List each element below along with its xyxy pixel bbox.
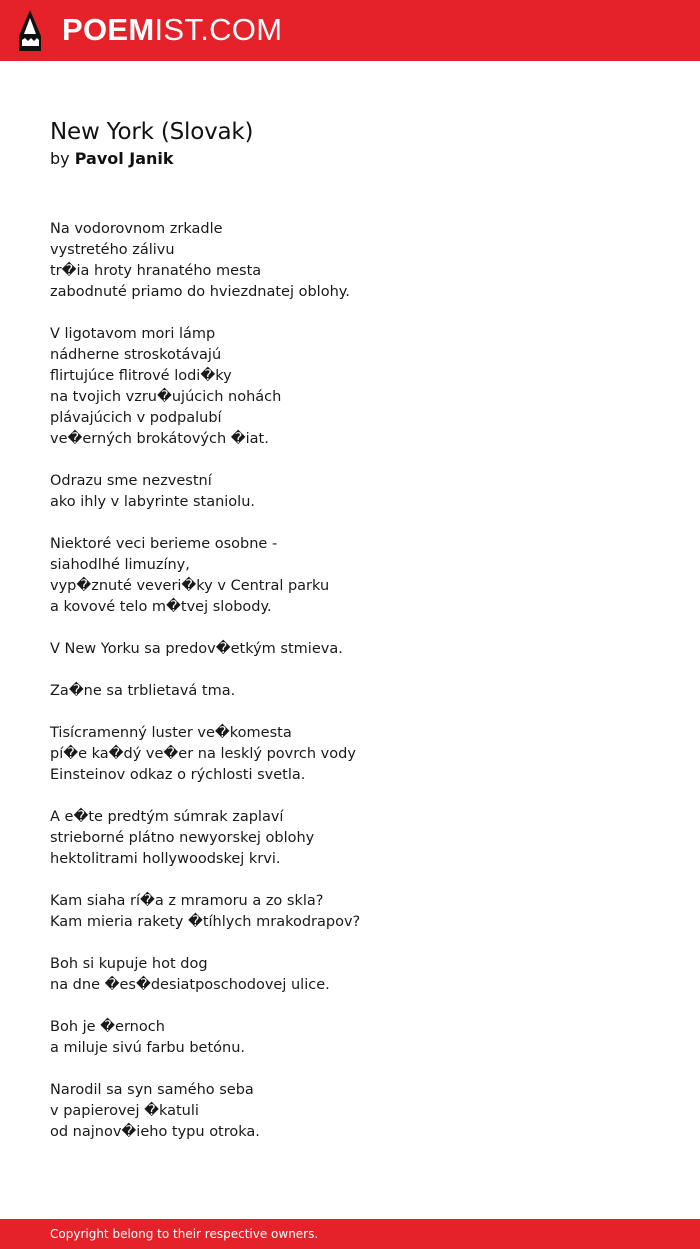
poem-line: na tvojich vzru�ujúcich nohách (50, 389, 282, 405)
poem-line: Einsteinov odkaz o rýchlosti svetla. (50, 767, 306, 783)
poem-header (50, 117, 650, 170)
copyright-text: Copyright belong to their respective owners. (50, 1227, 319, 1241)
poem-line: Kam mieria rakety �tíhlych mrakodrapov? (50, 914, 361, 930)
site-header (0, 0, 700, 61)
poem-stanza (50, 1080, 650, 1143)
poem-line: Narodil sa syn samého seba (50, 1082, 254, 1098)
poem-line: plávajúcich v podpalubí (50, 410, 222, 426)
site-logo-text[interactable] (62, 12, 282, 48)
pencil-logo-icon[interactable] (17, 10, 43, 51)
poem-stanza (50, 219, 650, 303)
poem-line: vystretého zálivu (50, 242, 175, 258)
poem-line: Odrazu sme nezvestní (50, 473, 212, 489)
poem-line: Boh je �ernoch (50, 1019, 165, 1035)
poem-stanza (50, 471, 650, 513)
poem-line: V New Yorku sa predov�etkým stmieva. (50, 641, 343, 657)
poem-line: Kam siaha rí�a z mramoru a zo skla? (50, 893, 324, 909)
poem-stanza (50, 723, 650, 786)
poem-line: Za�ne sa trblietavá tma. (50, 683, 236, 699)
poem-stanza (50, 639, 650, 660)
poem-line: Niektoré veci berieme osobne - (50, 536, 278, 552)
poem-line: v papierovej �katuli (50, 1103, 199, 1119)
poem-title: New York (Slovak) (50, 119, 254, 145)
by-label: by (50, 149, 70, 168)
poem-line: V ligotavom mori lámp (50, 326, 216, 342)
poem-line: siahodlhé limuzíny, (50, 557, 190, 573)
poem-line: a kovové telo m�tvej slobody. (50, 599, 272, 615)
poem-stanza (50, 534, 650, 618)
poem-line: strieborné plátno newyorskej oblohy (50, 830, 315, 846)
poem-line: od najnov�ieho typu otroka. (50, 1124, 260, 1140)
poem-stanza (50, 954, 650, 996)
poem-stanza (50, 891, 650, 933)
poem-line: Na vodorovnom zrkadle (50, 221, 223, 237)
poem-body (50, 219, 650, 1164)
poem-stanza (50, 807, 650, 870)
poem-line: Tisícramenný luster ve�komesta (50, 725, 292, 741)
author-name: Pavol Janik (74, 149, 174, 168)
poem-line: tr�ia hroty hranatého mesta (50, 263, 262, 279)
poem-line: Boh si kupuje hot dog (50, 956, 208, 972)
poem-line: vyp�znuté veveri�ky v Central parku (50, 578, 330, 594)
brand-light: IST.COM (154, 12, 283, 47)
poem-stanza (50, 1017, 650, 1059)
poem-line: na dne �es�desiatposchodovej ulice. (50, 977, 330, 993)
poem-stanza (50, 324, 650, 450)
poem-line: nádherne stroskotávajú (50, 347, 222, 363)
byline (50, 148, 650, 170)
poem-line: flirtujúce flitrové lodi�ky (50, 368, 232, 384)
poem-line: A e�te predtým súmrak zaplaví (50, 809, 284, 825)
poem-line: ako ihly v labyrinte staniolu. (50, 494, 256, 510)
poem-line: pí�e ka�dý ve�er na lesklý povrch vody (50, 746, 356, 762)
brand-bold: POEM (62, 12, 155, 47)
poem-line: zabodnuté priamo do hviezdnatej oblohy. (50, 284, 350, 300)
poem-line: hektolitrami hollywoodskej krvi. (50, 851, 281, 867)
poem-stanza (50, 681, 650, 702)
poem-line: a miluje sivú farbu betónu. (50, 1040, 246, 1056)
site-footer (0, 1219, 700, 1249)
poem-line: ve�erných brokátových �iat. (50, 431, 269, 447)
